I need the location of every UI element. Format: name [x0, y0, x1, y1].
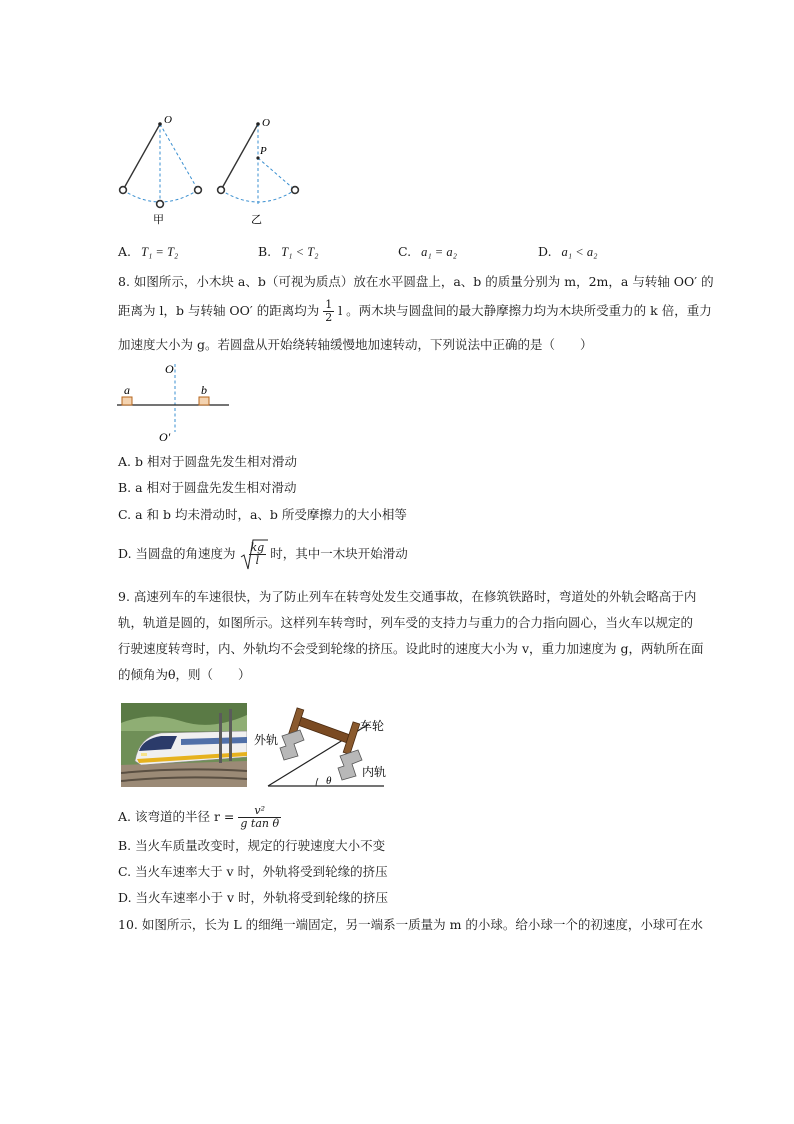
q8-option-a[interactable]: A. b 相对于圆盘先发生相对滑动: [118, 454, 297, 469]
q9-stem-line-3: 行驶速度转弯时，内、外轨均不会受到轮缘的挤压。设此时的速度大小为 v，重力加速度为 g，两轨所在面: [118, 641, 704, 656]
fig-o-prime: O′: [159, 430, 171, 444]
fig-caption-1: 甲: [153, 214, 164, 226]
q10-stem-line-1: 10. 如图所示，长为 L 的细绳一端固定，另一端系一质量为 m 的小球。给小球一个的初速度，小球可在水: [118, 917, 703, 932]
fig-caption-2: 乙: [251, 214, 262, 226]
q9-stem-line-2: 轨，轨道是圆的，如图所示。这样列车转弯时，列车受的支持力与重力的合力指向圆心，当火车以规定的: [118, 615, 694, 630]
label-outer-rail: 外轨: [254, 733, 279, 747]
sqrt-expression: $\frac{kg}{l}$: [240, 542, 267, 567]
label-inner-rail: 内轨: [362, 765, 387, 779]
sqrt-sign-icon: [240, 539, 268, 571]
fraction-half: $\frac{1}{2}$: [325, 298, 333, 324]
fraction-radius: $\frac{\text{v²}}{\text{g tan θ}}$: [240, 804, 280, 830]
q7-option-a[interactable]: A. T₁ = T₂: [118, 244, 179, 259]
disk-figure: [115, 360, 235, 445]
fig-a: a: [124, 383, 130, 397]
q9-option-b[interactable]: B. 当火车质量改变时，规定的行驶速度大小不变: [118, 838, 386, 853]
q7-option-b[interactable]: B. T₁ < T₂: [258, 244, 319, 259]
train-photo: [121, 703, 247, 787]
q9-option-a[interactable]: A. 该弯道的半径 r = $\frac{\text{v²}}{\text{g tan θ}}$: [118, 804, 280, 830]
q9-option-c[interactable]: C. 当火车速率大于 v 时，外轨将受到轮缘的挤压: [118, 864, 388, 879]
q7-option-c[interactable]: C. a₁ = a₂: [398, 244, 457, 259]
fig-b: b: [201, 383, 207, 397]
fig-label-p: P: [260, 145, 267, 157]
q8-stem-line-3: 加速度大小为 g。若圆盘从开始绕转轴缓慢地加速转动，下列说法中正确的是（ ）: [118, 337, 593, 352]
q9-option-d[interactable]: D. 当火车速率小于 v 时，外轨将受到轮缘的挤压: [118, 890, 389, 905]
q9-stem-line-4: 的倾角为θ，则（ ）: [118, 667, 251, 682]
fig-o: O: [165, 362, 174, 376]
label-wheel: 车轮: [360, 719, 385, 733]
q7-option-d[interactable]: D. a₁ < a₂: [538, 244, 598, 259]
pendulum-figure: [112, 110, 312, 230]
q8-stem-line-1: 8. 如图所示，小木块 a、b（可视为质点）放在水平圆盘上，a、b 的质量分别为 m，2m，a 与转轴 OO′ 的: [118, 274, 714, 289]
q9-stem-line-1: 9. 高速列车的车速很快，为了防止列车在转弯处发生交通事故，在修筑铁路时，弯道处的外轨会略高于内: [118, 589, 697, 604]
label-theta: θ: [326, 775, 332, 787]
fig-label-o2: O: [262, 117, 270, 129]
fig-label-o1: O: [164, 114, 172, 126]
q8-stem-line-2: 距离为 l，b 与转轴 OO′ 的距离均为 $\frac{1}{2}$ l 。两木块与圆盘间的最大静摩擦力均为木块所受重力的 k 倍，重力: [118, 298, 712, 324]
q8-option-d[interactable]: D. 当圆盘的角速度为 $\frac{kg}{l}$ 时，其中一木块开始滑动: [118, 542, 408, 567]
q8-option-c[interactable]: C. a 和 b 均未滑动时，a、b 所受摩擦力的大小相等: [118, 507, 407, 522]
track-diagram: [254, 702, 404, 790]
q8-option-b[interactable]: B. a 相对于圆盘先发生相对滑动: [118, 480, 297, 495]
